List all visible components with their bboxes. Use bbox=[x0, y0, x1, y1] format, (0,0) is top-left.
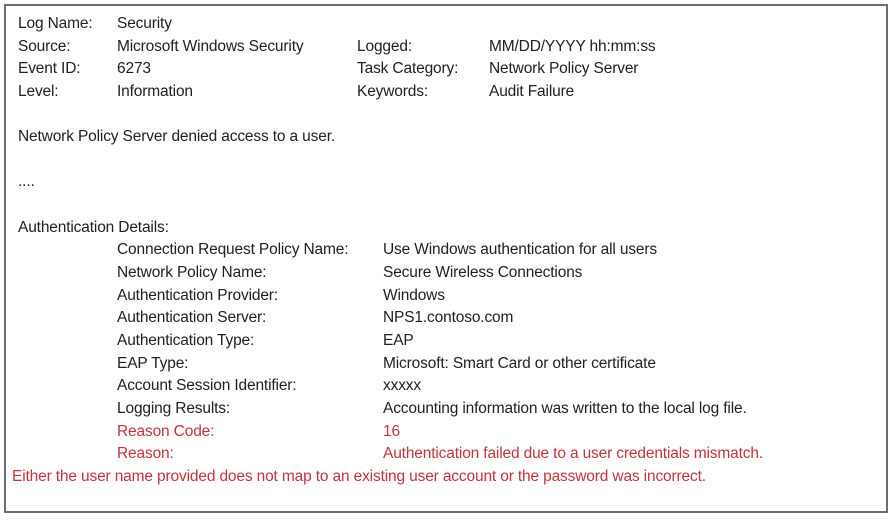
footer-note: Either the user name provided does not map to an existing user account or the password was incorrect. bbox=[12, 467, 706, 485]
authentication-provider-label: Authentication Provider: bbox=[117, 286, 278, 304]
level-label: Level: bbox=[18, 82, 59, 100]
reason-value: Authentication failed due to a user credentials mismatch. bbox=[383, 445, 764, 463]
eap-type-label: EAP Type: bbox=[117, 354, 189, 372]
keywords-label: Keywords: bbox=[357, 82, 429, 100]
task-category-label: Task Category: bbox=[357, 60, 459, 78]
detail-row-network-policy-name bbox=[6, 263, 886, 286]
reason-code-label: Reason Code: bbox=[117, 422, 215, 440]
account-session-identifier-value: xxxxx bbox=[383, 377, 422, 395]
detail-row-authentication-provider bbox=[6, 286, 886, 309]
task-category-value: Network Policy Server bbox=[489, 60, 639, 78]
connection-request-policy-name-value: Use Windows authentication for all users bbox=[383, 241, 657, 259]
blank-line bbox=[6, 195, 886, 218]
logged-value: MM/DD/YYYY hh:mm:ss bbox=[489, 37, 656, 55]
omitted-content-ellipsis: .... bbox=[18, 173, 35, 191]
footer-note-row bbox=[6, 467, 886, 490]
logging-results-value: Accounting information was written to the local log file. bbox=[383, 399, 747, 417]
event-id-label: Event ID: bbox=[18, 60, 81, 78]
detail-row-eap-type bbox=[6, 354, 886, 377]
header-row-event-id bbox=[6, 59, 886, 82]
source-label: Source: bbox=[18, 37, 71, 55]
keywords-value: Audit Failure bbox=[489, 82, 575, 100]
authentication-details-heading-row bbox=[6, 218, 886, 241]
eap-type-value: Microsoft: Smart Card or other certificate bbox=[383, 354, 656, 372]
network-policy-name-label: Network Policy Name: bbox=[117, 264, 267, 282]
header-row-log-name bbox=[6, 14, 886, 37]
header-row-level bbox=[6, 82, 886, 105]
log-name-value: Security bbox=[117, 15, 172, 32]
detail-row-account-session-identifier bbox=[6, 376, 886, 399]
network-policy-name-value: Secure Wireless Connections bbox=[383, 264, 583, 282]
authentication-details-heading: Authentication Details: bbox=[18, 218, 169, 236]
reason-code-value: 16 bbox=[383, 422, 400, 440]
logged-label: Logged: bbox=[357, 37, 412, 55]
source-value: Microsoft Windows Security bbox=[117, 37, 304, 55]
connection-request-policy-name-label: Connection Request Policy Name: bbox=[117, 241, 349, 259]
blank-line bbox=[6, 105, 886, 128]
authentication-type-value: EAP bbox=[383, 331, 414, 349]
authentication-server-value: NPS1.contoso.com bbox=[383, 309, 514, 327]
detail-row-connection-request-policy-name bbox=[6, 240, 886, 263]
header-row-source bbox=[6, 37, 886, 60]
event-log-panel bbox=[4, 4, 888, 513]
detail-row-reason bbox=[6, 444, 886, 467]
authentication-type-label: Authentication Type: bbox=[117, 331, 255, 349]
authentication-provider-value: Windows bbox=[383, 286, 445, 304]
event-id-value: 6273 bbox=[117, 60, 151, 78]
event-description-row bbox=[6, 127, 886, 150]
account-session-identifier-label: Account Session Identifier: bbox=[117, 377, 297, 395]
omitted-content-row bbox=[6, 172, 886, 195]
event-description: Network Policy Server denied access to a user. bbox=[18, 128, 336, 146]
blank-line bbox=[6, 150, 886, 173]
event-log-content bbox=[6, 6, 886, 511]
detail-row-logging-results bbox=[6, 399, 886, 422]
detail-row-authentication-server bbox=[6, 308, 886, 331]
log-name-label: Log Name: bbox=[18, 15, 93, 32]
detail-row-authentication-type bbox=[6, 331, 886, 354]
level-value: Information bbox=[117, 82, 193, 100]
authentication-server-label: Authentication Server: bbox=[117, 309, 267, 327]
detail-row-reason-code bbox=[6, 422, 886, 445]
reason-label: Reason: bbox=[117, 445, 174, 463]
logging-results-label: Logging Results: bbox=[117, 399, 231, 417]
